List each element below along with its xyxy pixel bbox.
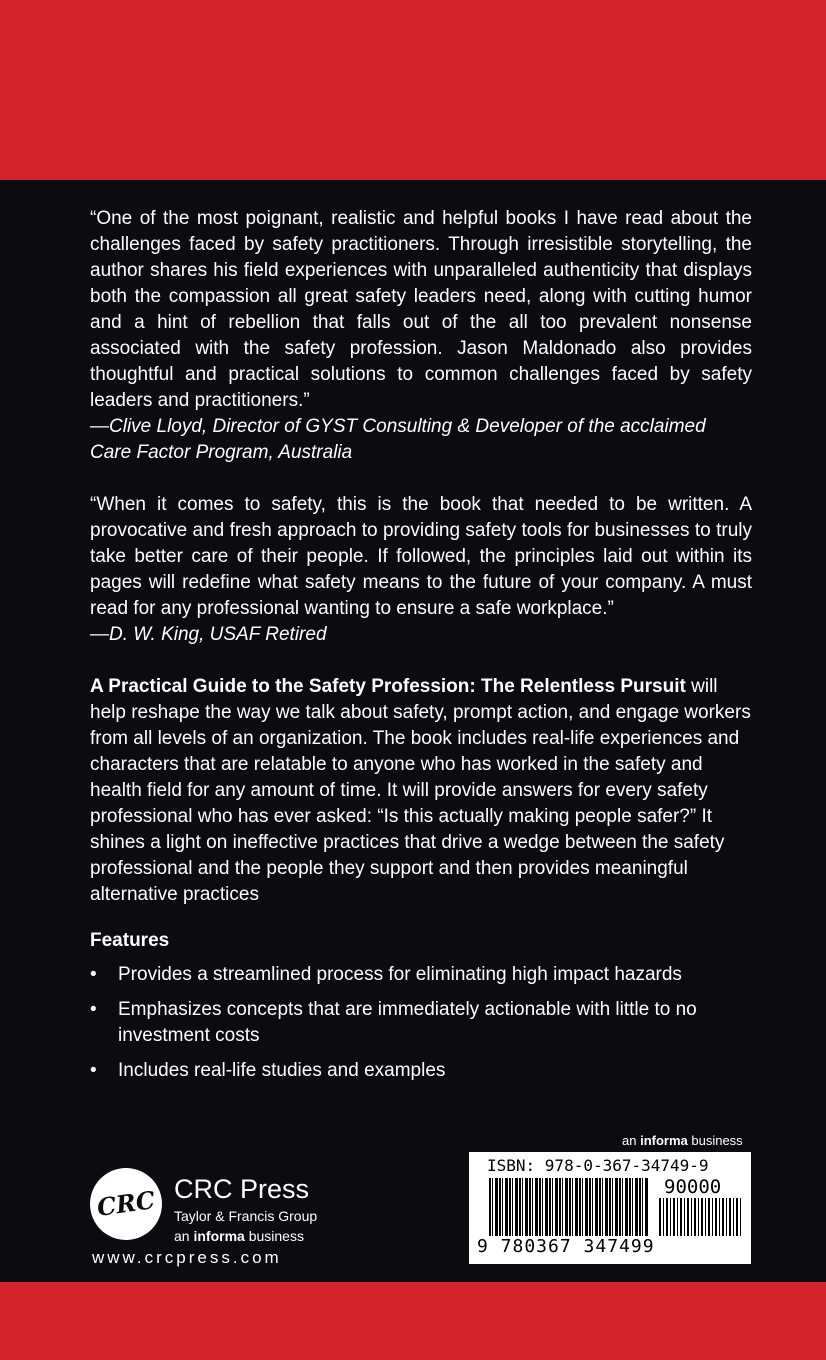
publisher-block xyxy=(90,1160,350,1275)
blurb-1 xyxy=(90,206,752,466)
informa-suffix: business xyxy=(244,1228,304,1244)
barcode-digits: 9 780367 347499 xyxy=(477,1236,655,1257)
informa-prefix: an xyxy=(622,1133,641,1148)
publisher-group: Taylor & Francis Group xyxy=(174,1208,318,1224)
price-code: 90000 xyxy=(664,1176,722,1198)
informa-tagline xyxy=(622,1133,743,1148)
book-description xyxy=(90,674,752,908)
bullet-icon: • xyxy=(90,1060,97,1081)
feature-item xyxy=(90,997,752,1049)
publisher-name: CRC Press xyxy=(174,1174,310,1204)
top-red-band xyxy=(0,0,826,180)
features-heading: Features xyxy=(90,930,170,951)
informa-suffix: business xyxy=(687,1133,743,1148)
features-list xyxy=(90,962,752,1084)
cover-text xyxy=(90,206,752,1093)
isbn-barcode xyxy=(469,1152,751,1264)
blurb-quote: “When it comes to safety, this is the book that needed to be written. A provocative and fresh approach to providing safety tools for businesses to truly take better care of their people. If followed, the principles laid out within its pages will redefine what safety means to the future of your company. A must read for any professional wanting to ensure a safe workplace.” xyxy=(90,494,752,619)
crc-logo xyxy=(90,1168,162,1240)
informa-prefix: an xyxy=(174,1228,194,1244)
feature-text: Provides a streamlined process for eliminating high impact hazards xyxy=(118,964,682,985)
crc-logo-text: CRC xyxy=(95,1185,157,1222)
blurb-2 xyxy=(90,492,752,648)
publisher-informa-line xyxy=(174,1228,304,1244)
informa-brand: informa xyxy=(193,1228,245,1244)
informa-brand: informa xyxy=(640,1133,688,1148)
barcode-bars xyxy=(489,1178,649,1236)
bullet-icon: • xyxy=(90,999,97,1020)
barcode-addon-bars xyxy=(659,1198,741,1236)
feature-text: Includes real-life studies and examples xyxy=(118,1060,446,1081)
feature-item xyxy=(90,1058,752,1084)
blurb-quote: “One of the most poignant, realistic and helpful books I have read about the challenges faced by safety practitioners. Through irresistible storytelling, the author shares his field experiences with unparalleled authenticity that displays both the compassion all great safety leaders need, along with cutting humor and a hint of rebellion that falls out of the all too prevalent nonsense associated with the safety profession. Jason Maldonado also provides thoughtful and practical solutions to common challenges faced by safety leaders and practitioners.” xyxy=(90,208,752,411)
bottom-red-band xyxy=(0,1282,826,1360)
description-body: will help reshape the way we talk about safety, prompt action, and engage workers from all levels of an organization. The book includes real-life experiences and characters that are relatable to anyone who has worked in the safety and health field for any amount of time. It will provide answers for every safety professional who has ever asked: “Is this actually making people safer?” It shines a light on ineffective practices that drive a wedge between the safety professional and the people they support and then provides meaningful alternative practices xyxy=(90,676,751,905)
book-title: A Practical Guide to the Safety Profession: The Relentless Pursuit xyxy=(90,676,686,697)
publisher-url: www.crcpress.com xyxy=(92,1248,282,1267)
feature-text: Emphasizes concepts that are immediately actionable with little to no investment costs xyxy=(118,999,697,1046)
bullet-icon: • xyxy=(90,964,97,985)
isbn-label: ISBN: 978-0-367-34749-9 xyxy=(487,1156,709,1175)
feature-item xyxy=(90,962,752,988)
blurb-attribution: —D. W. King, USAF Retired xyxy=(90,624,327,645)
blurb-attribution: —Clive Lloyd, Director of GYST Consulting & Developer of the acclaimed Care Factor Program, Australia xyxy=(90,416,706,463)
